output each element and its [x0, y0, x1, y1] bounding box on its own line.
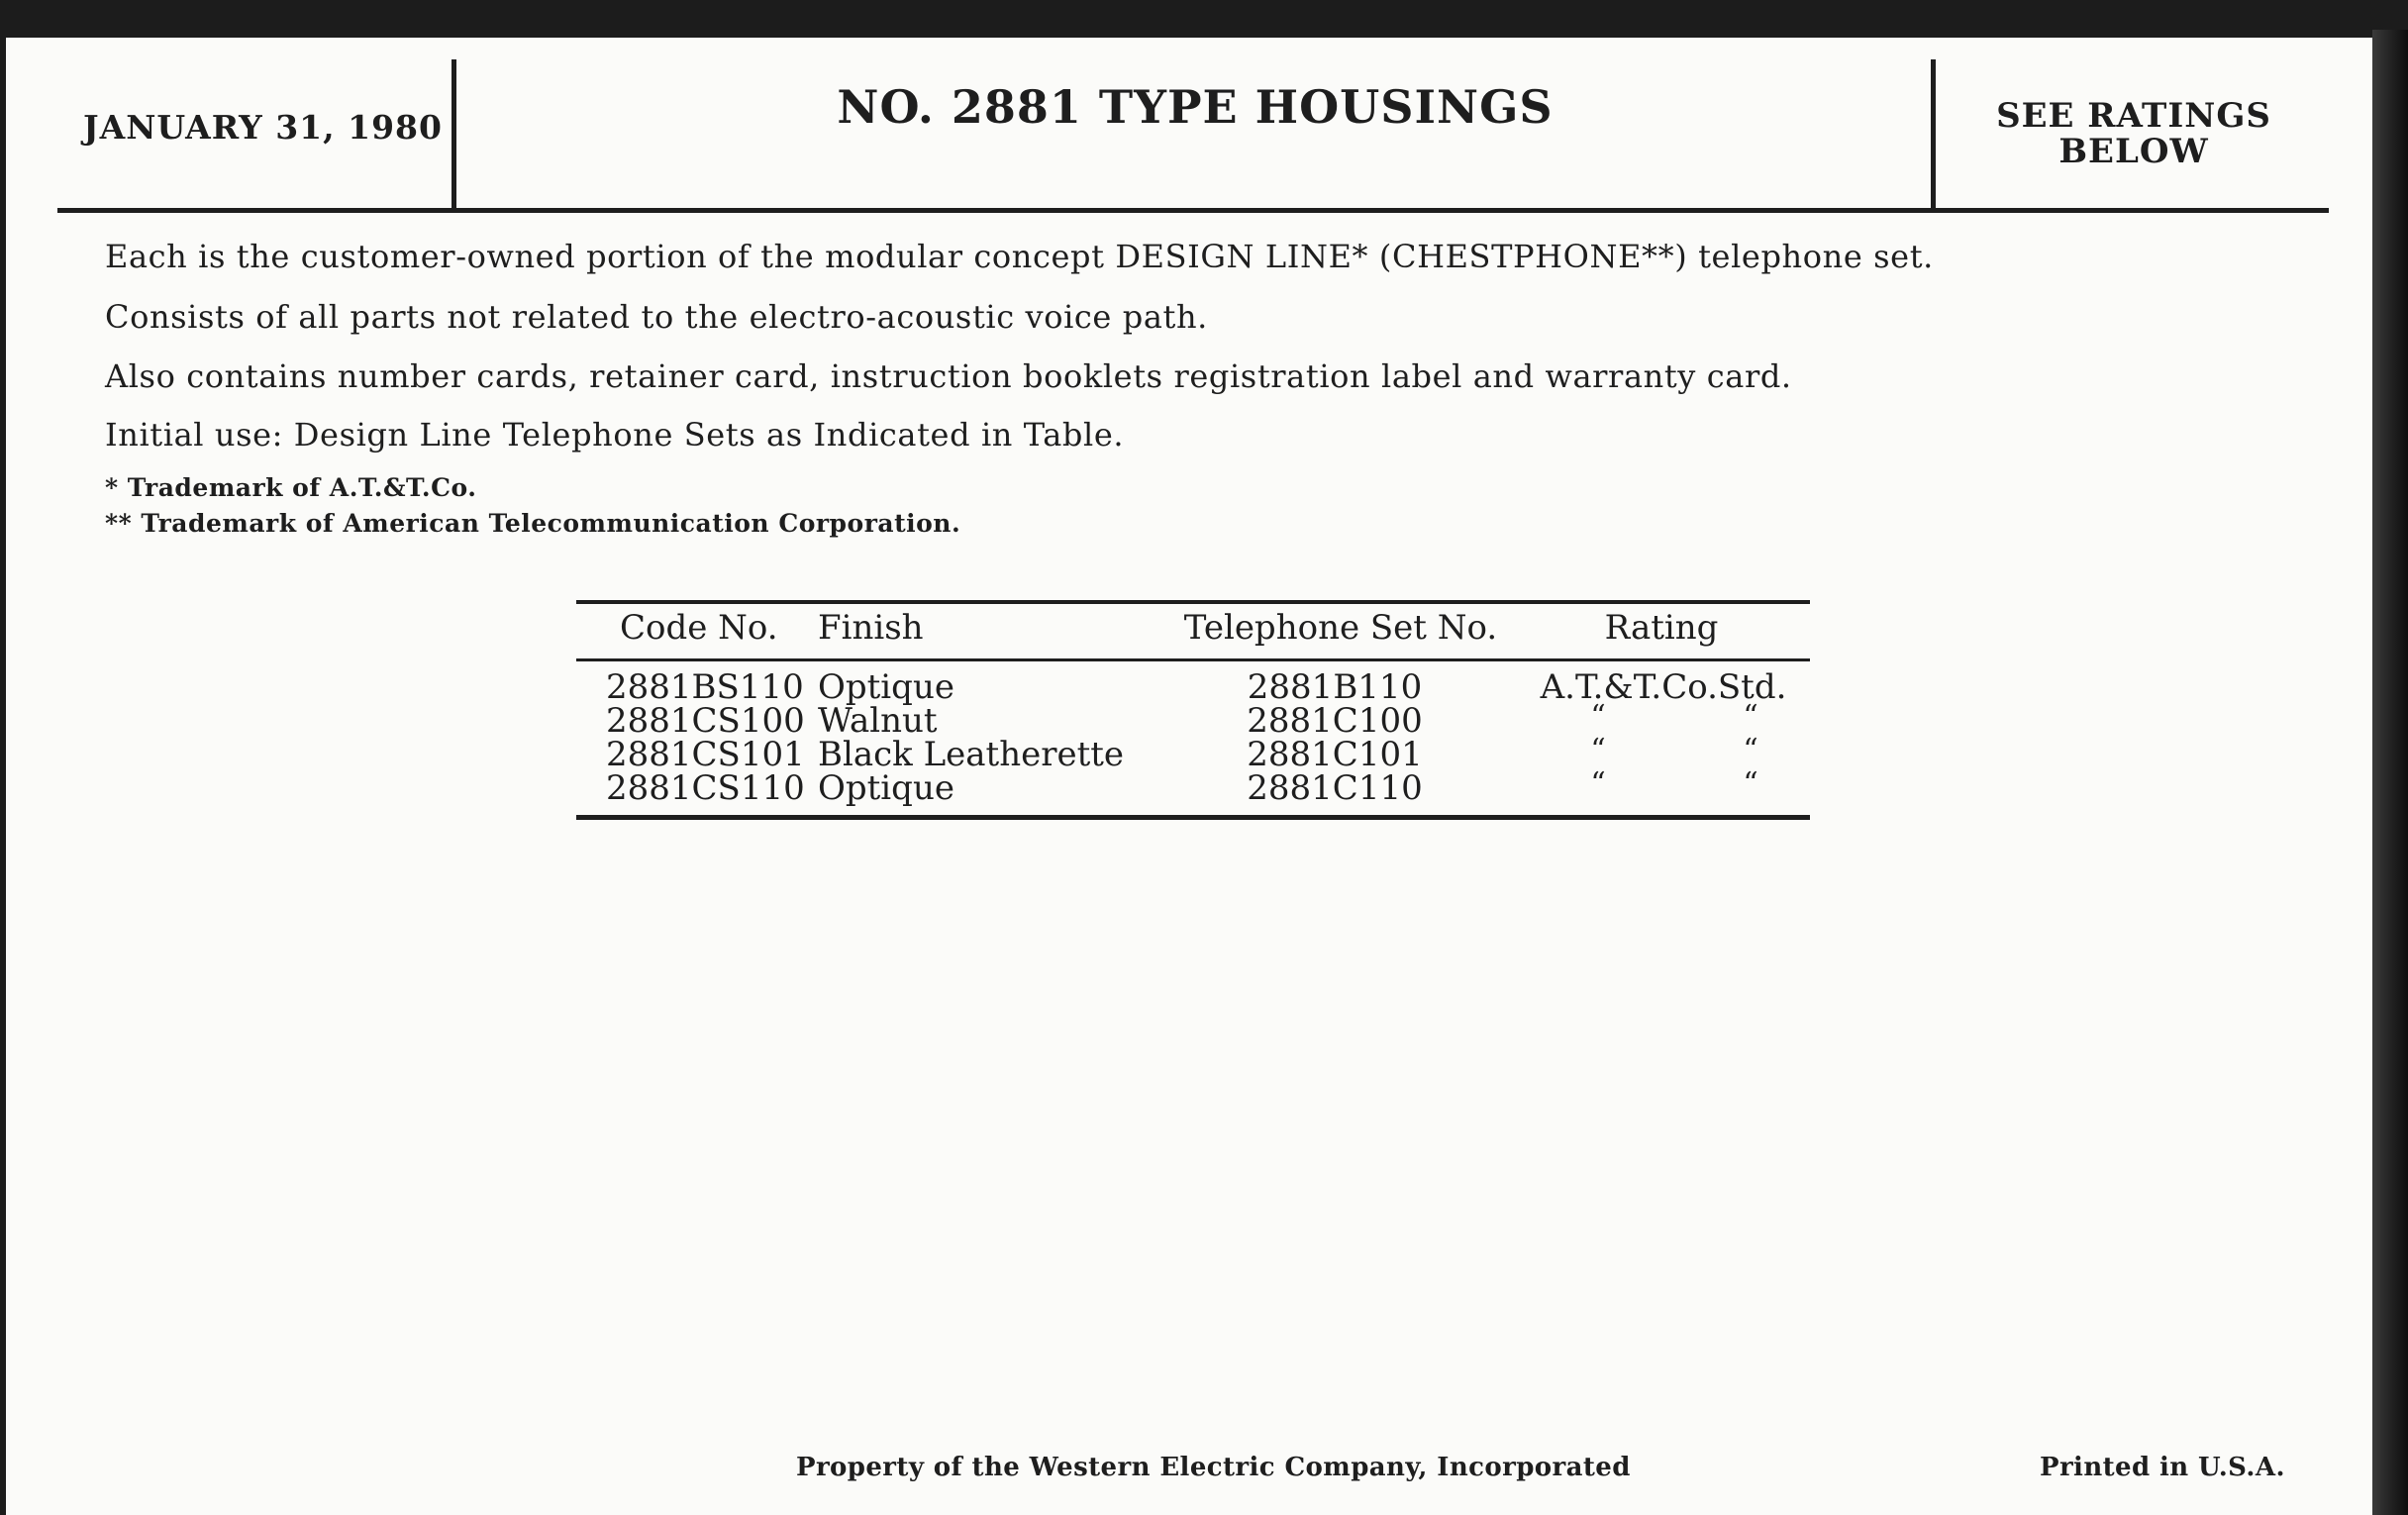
footnote-american-telecom: ** Trademark of American Telecommunication Corporation.: [105, 509, 961, 538]
table-bottom-rule: [576, 815, 1810, 820]
table-header-set: Telephone Set No.: [1183, 608, 1498, 648]
table-cell-rating-ditto: “: [1743, 766, 1758, 801]
table-cell-code: 2881CS100: [606, 701, 805, 741]
table-cell-code: 2881CS101: [606, 735, 805, 774]
footer-property: Property of the Western Electric Company, Incorporated: [796, 1453, 1631, 1482]
table-cell-rating: A.T.&T.Co.Std.: [1540, 667, 1787, 707]
header-rating-line2: BELOW: [2058, 132, 2209, 171]
table-cell-finish: Optique: [818, 768, 954, 808]
table-header-rating: Rating: [1604, 608, 1719, 648]
header-rating-line1: SEE RATINGS: [1996, 96, 2271, 136]
table-header-finish: Finish: [818, 608, 924, 648]
table-cell-finish: Walnut: [818, 701, 938, 741]
header-rule: [57, 208, 2329, 213]
paragraph-consists: Consists of all parts not related to the electro-acoustic voice path.: [105, 298, 1208, 336]
paragraph-contents: Also contains number cards, retainer card, instruction booklets registration label and warranty card.: [105, 357, 1792, 395]
header-rating: [1941, 98, 2327, 169]
table-header-rule: [576, 658, 1810, 661]
table-cell-rating-ditto: “: [1590, 733, 1606, 767]
footer-printed: Printed in U.S.A.: [2040, 1453, 2285, 1482]
table-top-rule: [576, 600, 1810, 604]
page-title: NO. 2881 TYPE HOUSINGS: [837, 80, 1554, 134]
table-cell-rating-ditto: “: [1743, 699, 1758, 734]
table-cell-rating-ditto: “: [1590, 699, 1606, 734]
table-cell-finish: Optique: [818, 667, 954, 707]
table-cell-set: 2881C101: [1247, 735, 1423, 774]
table-cell-set: 2881C110: [1247, 768, 1423, 808]
paragraph-description: Each is the customer-owned portion of the modular concept DESIGN LINE* (CHESTPHONE**) telephone set.: [105, 238, 1934, 275]
header-divider-right: [1931, 59, 1936, 208]
table-cell-set: 2881B110: [1247, 667, 1423, 707]
table-cell-set: 2881C100: [1247, 701, 1423, 741]
table-cell-rating-ditto: “: [1590, 766, 1606, 801]
table-cell-rating-ditto: “: [1743, 733, 1758, 767]
table-cell-code: 2881CS110: [606, 768, 805, 808]
header-date: JANUARY 31, 1980: [83, 108, 443, 147]
paragraph-initial-use: Initial use: Design Line Telephone Sets as Indicated in Table.: [105, 416, 1125, 454]
table-header-code: Code No.: [620, 608, 778, 648]
footnote-att: * Trademark of A.T.&T.Co.: [105, 473, 477, 502]
table-cell-code: 2881BS110: [606, 667, 804, 707]
table-cell-finish: Black Leatherette: [818, 735, 1125, 774]
scan-edge: [2372, 30, 2408, 1515]
